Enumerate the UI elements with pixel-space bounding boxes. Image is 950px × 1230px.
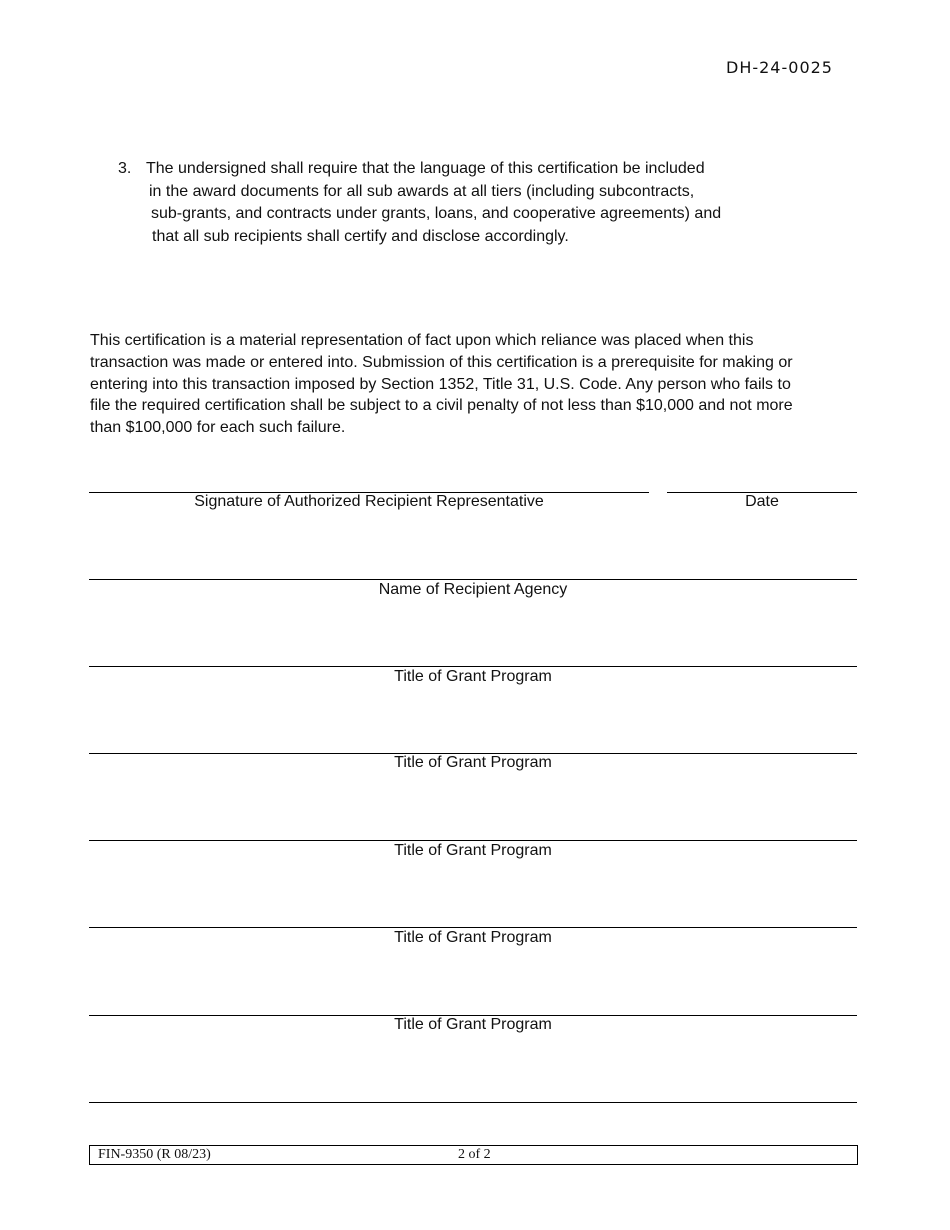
certification-item-3 xyxy=(118,158,758,248)
item-3-line: sub-grants, and contracts under grants, loans, and cooperative agreements) and xyxy=(151,205,722,222)
paragraph-line: than $100,000 for each such failure. xyxy=(90,419,346,437)
certification-paragraph xyxy=(90,330,860,439)
footer xyxy=(89,1145,858,1165)
paragraph-line: file the required certification shall be subject to a civil penalty of not less than $10,000 and not more xyxy=(90,397,793,415)
grant-program-label: Title of Grant Program xyxy=(394,668,552,685)
item-3-line: in the award documents for all sub awards at all tiers (including subcontracts, xyxy=(149,182,695,200)
grant-program-label: Title of Grant Program xyxy=(394,1016,552,1033)
grant-program-line[interactable] xyxy=(89,666,857,667)
grant-program-label: Title of Grant Program xyxy=(394,754,552,771)
paragraph-line: This certification is a material representation of fact upon which reliance was placed when this xyxy=(90,332,754,349)
agency-name-label: Name of Recipient Agency xyxy=(378,581,568,598)
grant-program-label: Title of Grant Program xyxy=(394,842,552,859)
item-number: 3. xyxy=(118,160,132,177)
paragraph-line: entering into this transaction imposed by Section 1352, Title 31, U.S. Code. Any person who fails to xyxy=(90,375,791,393)
page-number: 2 of 2 xyxy=(458,1147,491,1162)
paragraph-line: transaction was made or entered into. Submission of this certification is a prerequisite for making or xyxy=(90,353,793,371)
grant-program-line[interactable] xyxy=(89,927,857,928)
grant-program-line[interactable] xyxy=(89,840,857,841)
item-3-line: that all sub recipients shall certify and disclose accordingly. xyxy=(152,227,569,245)
document-id: DH-24-0025 xyxy=(726,58,833,77)
agency-name-line[interactable] xyxy=(89,579,857,580)
bottom-rule xyxy=(89,1102,857,1103)
form-number: FIN-9350 (R 08/23) xyxy=(98,1147,211,1162)
signature-label: Signature of Authorized Recipient Representative xyxy=(194,493,544,510)
date-label: Date xyxy=(745,493,779,510)
item-3-line: The undersigned shall require that the language of this certification be included xyxy=(146,160,705,177)
grant-program-label: Title of Grant Program xyxy=(394,929,552,946)
